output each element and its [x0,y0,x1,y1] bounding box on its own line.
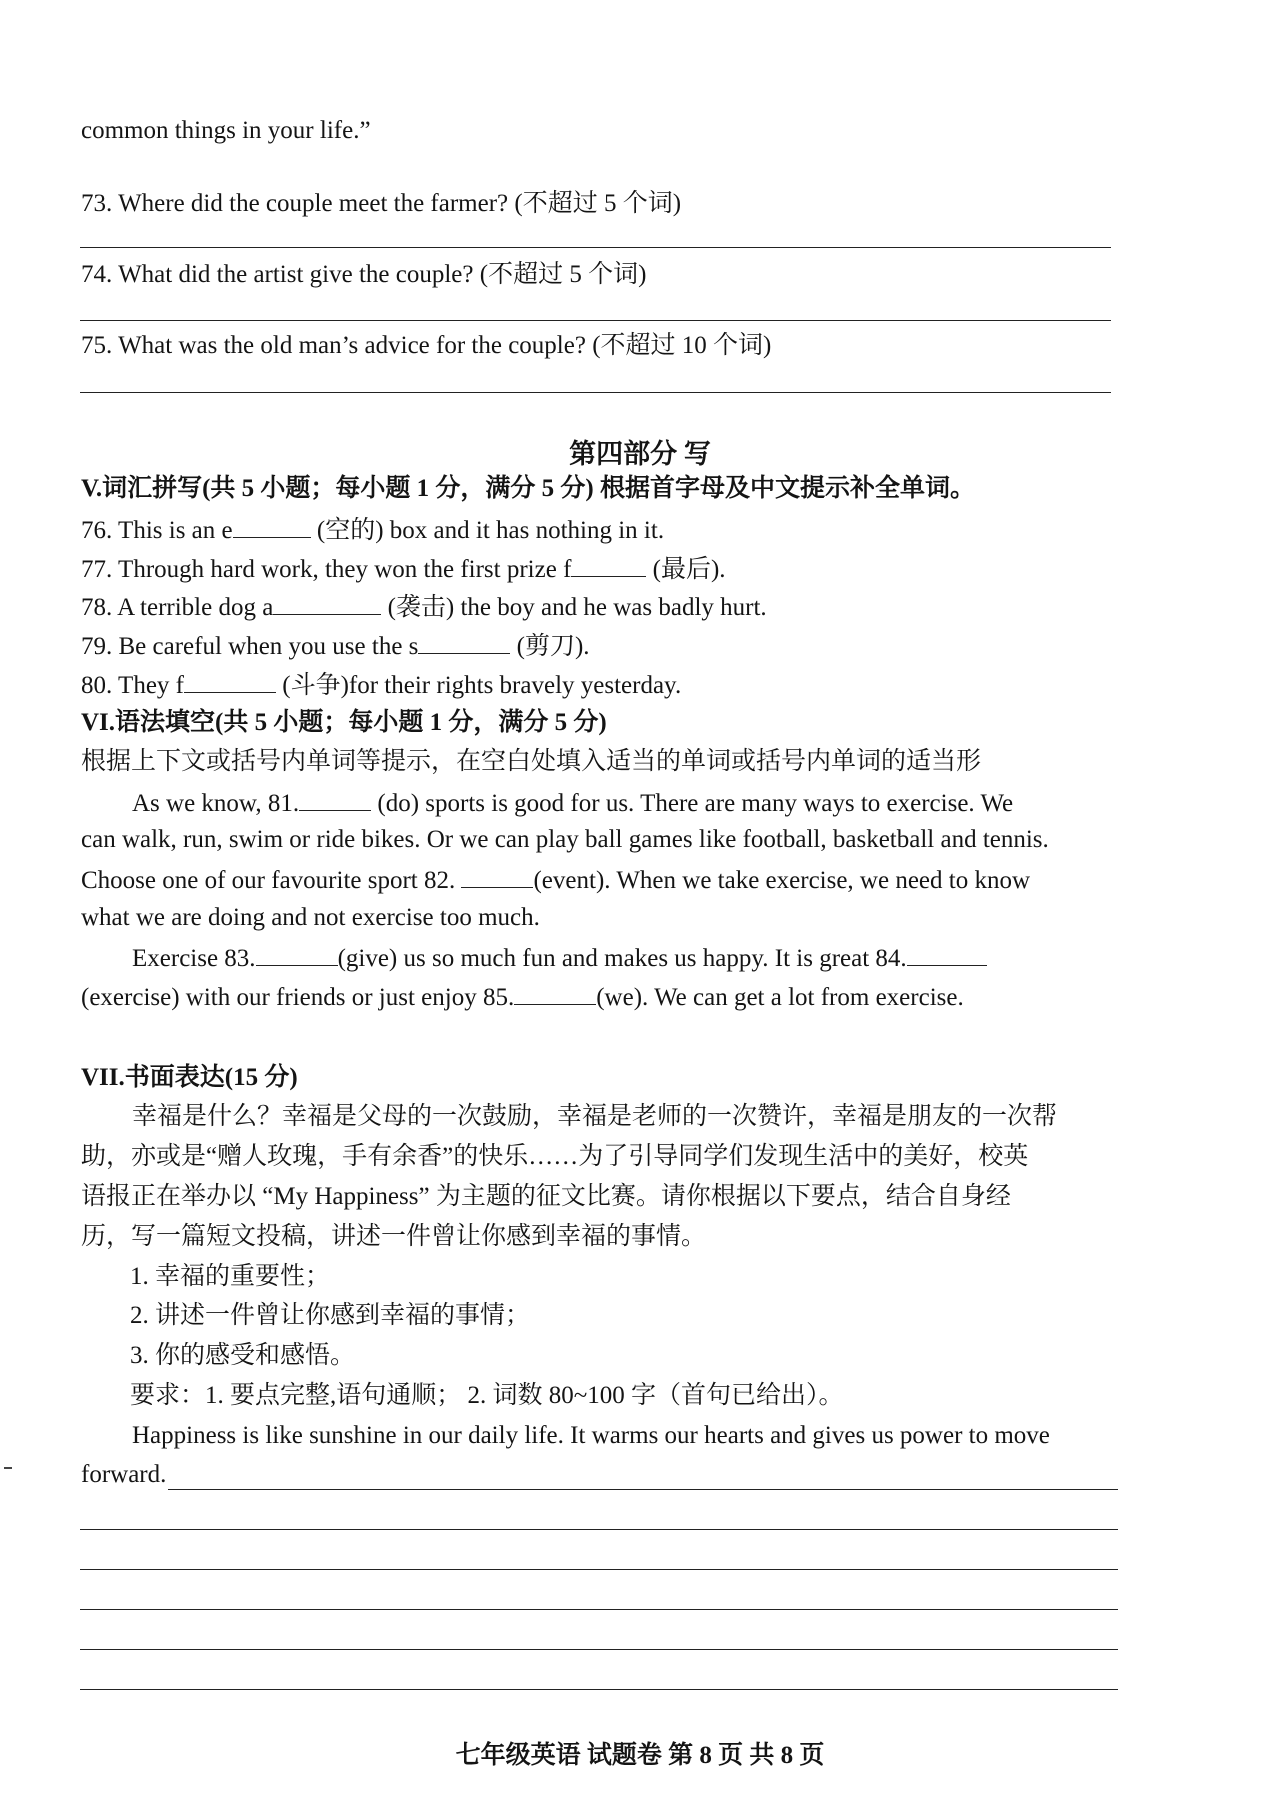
blank-84[interactable] [907,941,987,966]
essay-line-4[interactable] [80,1609,1118,1610]
cloze-p1-line2: can walk, run, swim or ride bikes. Or we can play ball games like football, basketball and tennis. [81,826,1049,853]
item-text: 76. This is an e [81,517,233,544]
cloze-p1-line3 [81,863,1030,897]
section-vi-title: VI.语法填空(共 5 小题；每小题 1 分，满分 5 分) [81,709,607,736]
blank-82[interactable] [461,863,533,888]
blank-76[interactable] [233,513,311,538]
answer-line-74[interactable] [80,320,1111,321]
question-text: What was the old man’s advice for the couple? [118,332,586,359]
section-vii-title: VII.书面表达(15 分) [81,1064,298,1091]
word-limit: (不超过 10 个词) [592,332,772,359]
vocab-item-76 [81,513,664,547]
section-vi-instruction: 根据上下文或括号内单词等提示，在空白处填入适当的单词或括号内单词的适当形 [81,748,982,775]
essay-starter-line1: Happiness is like sunshine in our daily life. It warms our hearts and gives us power to move [132,1422,1050,1449]
essay-prompt-line4: 历，写一篇短文投稿，讲述一件曾让你感到幸福的事情。 [81,1223,707,1250]
blank-78[interactable] [273,590,381,615]
essay-prompt-line3: 语报正在举办以 “My Happiness” 为主题的征文比赛。请你根据以下要点，结合自身经 [81,1183,1011,1210]
question-75 [81,330,771,362]
essay-point-2: 2. 讲述一件曾让你感到幸福的事情； [130,1302,531,1329]
question-number: 74. [81,261,113,288]
answer-line-73[interactable] [80,247,1111,248]
item-text: 77. Through hard work, they won the first prize f [81,556,572,583]
vocab-item-80 [81,668,681,702]
blank-83[interactable] [256,941,338,966]
essay-line-6[interactable] [80,1689,1118,1690]
item-text: 78. A terrible dog a [81,594,274,621]
cloze-text: As we know, 81. [132,790,300,817]
cloze-text: (give) us so much fun and makes us happy. It is great 84. [337,945,907,972]
cloze-p2-line2 [81,980,964,1014]
question-text: Where did the couple meet the farmer? [118,190,509,217]
item-hint: (袭击) the boy and he was badly hurt. [381,594,767,621]
vocab-item-78 [81,590,767,624]
vocab-item-79 [81,629,590,663]
item-text: 79. Be careful when you use the s [81,633,419,660]
cloze-text: Exercise 83. [132,945,256,972]
passage-last-line: common things in your life.” [81,117,371,144]
item-hint: (斗争)for their rights bravely yesterday. [276,672,682,699]
blank-81[interactable] [299,786,371,811]
part-four-title: 第四部分 写 [569,439,711,469]
question-74 [81,259,646,291]
item-hint: (剪刀). [510,633,590,660]
question-73 [81,188,681,220]
essay-line-3[interactable] [80,1569,1118,1570]
answer-line-75[interactable] [80,392,1111,393]
blank-80[interactable] [184,668,276,693]
word-limit: (不超过 5 个词) [514,190,682,217]
margin-mark [4,1467,12,1469]
essay-line-2[interactable] [80,1529,1118,1530]
question-number: 73. [81,190,113,217]
blank-77[interactable] [571,552,646,577]
blank-79[interactable] [418,629,510,654]
question-text: What did the artist give the couple? [118,261,474,288]
essay-starter-line2: forward. [81,1461,167,1488]
cloze-text: Choose one of our favourite sport 82. [81,867,462,894]
essay-line-1[interactable] [168,1489,1118,1490]
item-hint: (最后). [646,556,726,583]
essay-point-3: 3. 你的感受和感悟。 [130,1342,356,1369]
cloze-p1-line1 [132,786,1013,820]
essay-prompt-line2: 助，亦或是“赠人玫瑰，手有余香”的快乐……为了引导同学们发现生活中的美好，校英 [81,1143,1029,1170]
cloze-text: (event). When we take exercise, we need to know [533,867,1031,894]
section-v-title: V.词汇拼写(共 5 小题；每小题 1 分，满分 5 分) 根据首字母及中文提示补全单词。 [81,475,975,502]
cloze-text: (do) sports is good for us. There are many ways to exercise. We [371,790,1014,817]
question-number: 75. [81,332,113,359]
essay-requirement: 要求：1. 要点完整,语句通顺； 2. 词数 80~100 字（首句已给出）。 [130,1382,844,1409]
essay-prompt-line1: 幸福是什么？幸福是父母的一次鼓励，幸福是老师的一次赞许，幸福是朋友的一次帮 [132,1103,1058,1130]
page-footer: 七年级英语 试题卷 第 8 页 共 8 页 [455,1742,825,1769]
blank-85[interactable] [514,980,596,1005]
essay-line-5[interactable] [80,1649,1118,1650]
cloze-text: (exercise) with our friends or just enjoy 85. [81,984,515,1011]
cloze-text: (we). We can get a lot from exercise. [596,984,964,1011]
item-hint: (空的) box and it has nothing in it. [310,517,665,544]
item-text: 80. They f [81,672,184,699]
essay-point-1: 1. 幸福的重要性； [130,1263,331,1290]
cloze-p1-line4: what we are doing and not exercise too much. [81,904,540,931]
word-limit: (不超过 5 个词) [479,261,647,288]
cloze-p2-line1 [132,941,987,975]
vocab-item-77 [81,552,726,586]
